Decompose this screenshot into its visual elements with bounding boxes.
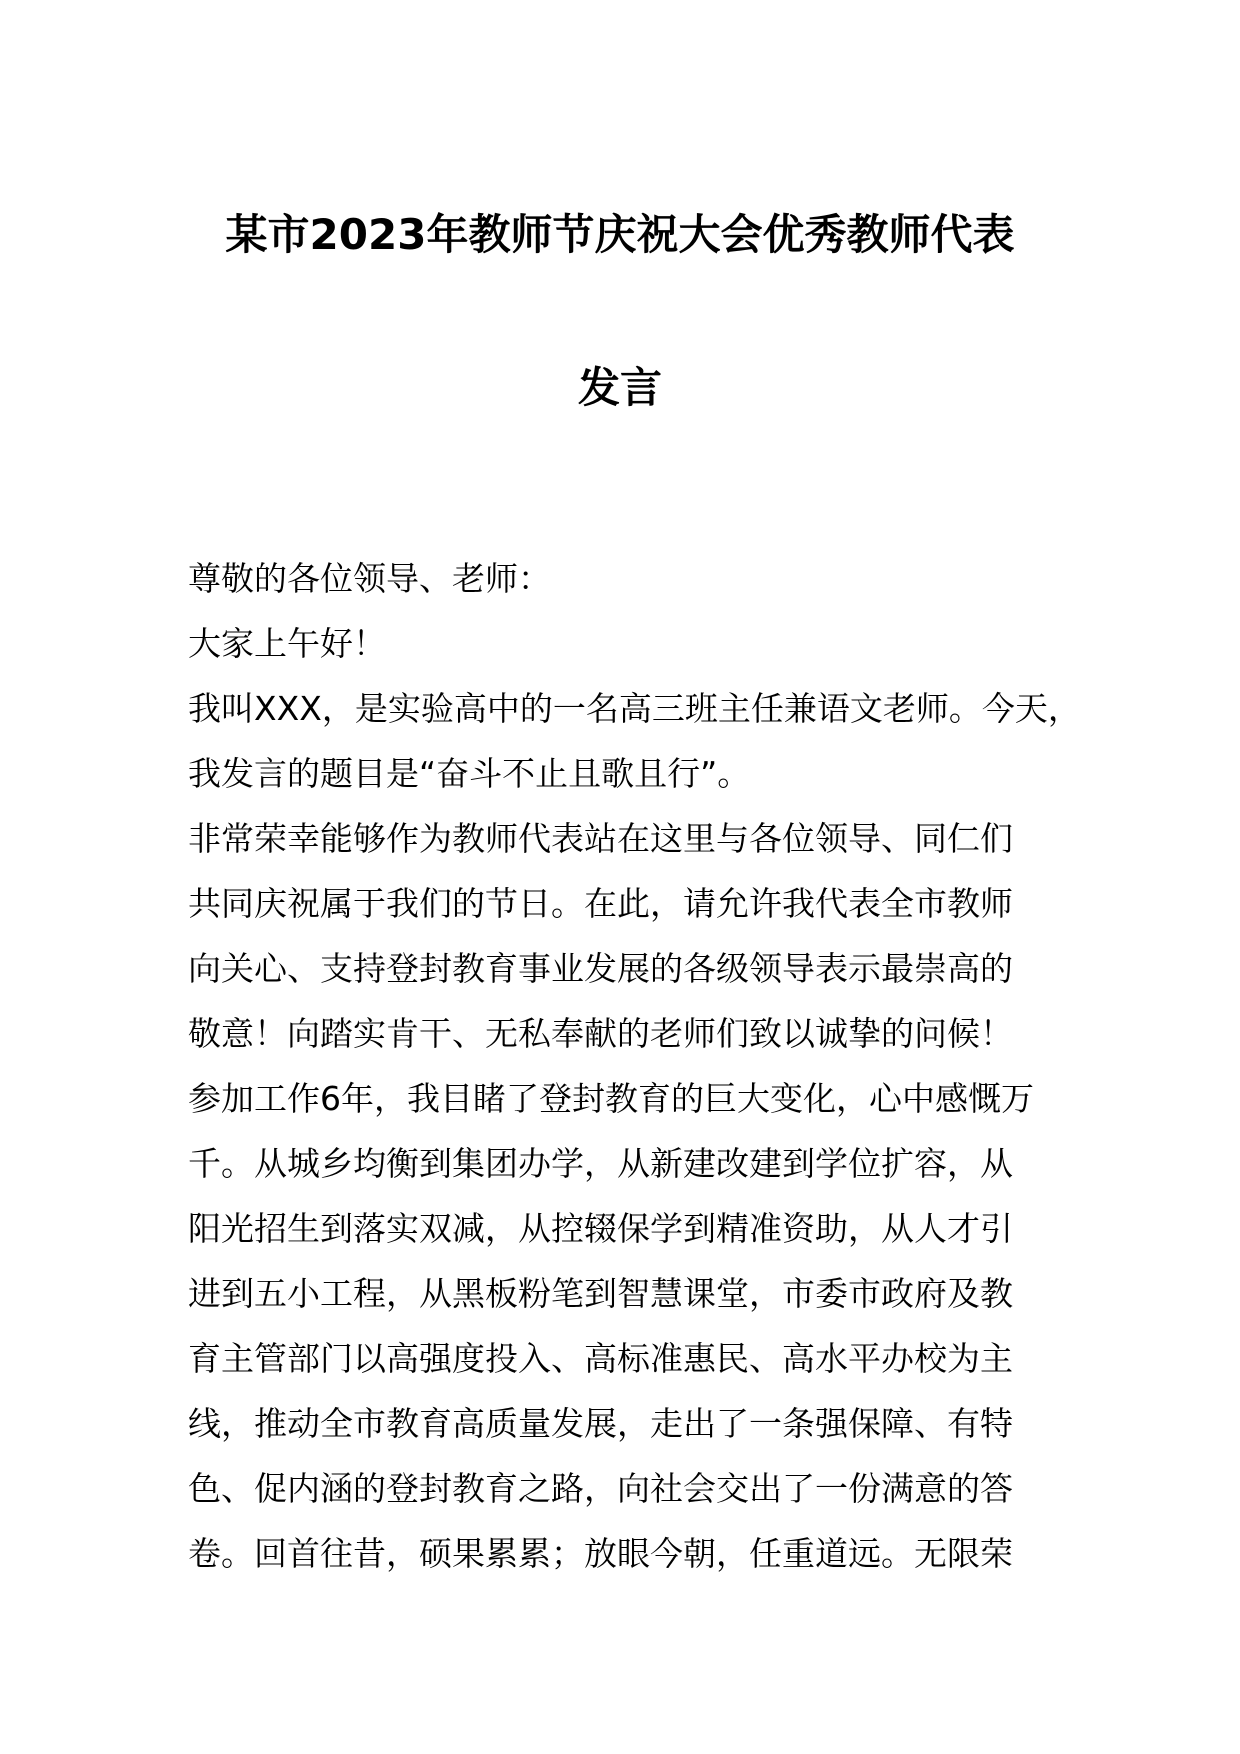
- body-line: 线，推动全市教育高质量发展，走出了一条强保障、有特: [188, 1404, 1013, 1443]
- body-line: 向关心、支持登封教育事业发展的各级领导表示最崇高的: [188, 949, 1013, 988]
- body-line: 敬意！向踏实肯干、无私奉献的老师们致以诚挚的问候！: [188, 1014, 1013, 1053]
- body-line: 共同庆祝属于我们的节日。在此，请允许我代表全市教师: [188, 884, 1013, 923]
- body-line: 色、促内涵的登封教育之路，向社会交出了一份满意的答: [188, 1469, 1013, 1508]
- body-line: 千。从城乡均衡到集团办学，从新建改建到学位扩容，从: [188, 1144, 1013, 1183]
- body-line: 参加工作6年，我目睹了登封教育的巨大变化，心中感慨万: [188, 1079, 1034, 1118]
- body-line: 阳光招生到落实双减，从控辍保学到精准资助，从人才引: [188, 1209, 1013, 1248]
- body-line: 卷。回首往昔，硕果累累；放眼今朝，任重道远。无限荣: [188, 1534, 1013, 1573]
- body-line: 育主管部门以高强度投入、高标准惠民、高水平办校为主: [188, 1339, 1013, 1378]
- body-line: 非常荣幸能够作为教师代表站在这里与各位领导、同仁们: [188, 819, 1013, 858]
- document-title-line-1: 某市2023年教师节庆祝大会优秀教师代表: [225, 210, 1015, 259]
- body-line: 我发言的题目是“奋斗不止且歌且行”。: [188, 754, 751, 793]
- salutation: 尊敬的各位领导、老师：: [188, 559, 551, 598]
- body-line: 进到五小工程，从黑板粉笔到智慧课堂，市委市政府及教: [188, 1274, 1013, 1313]
- document-title-line-2: 发言: [577, 363, 662, 412]
- greeting: 大家上午好！: [188, 624, 386, 663]
- document-body: [188, 546, 1088, 1586]
- body-line: 我叫XXX，是实验高中的一名高三班主任兼语文老师。今天，: [188, 689, 1081, 728]
